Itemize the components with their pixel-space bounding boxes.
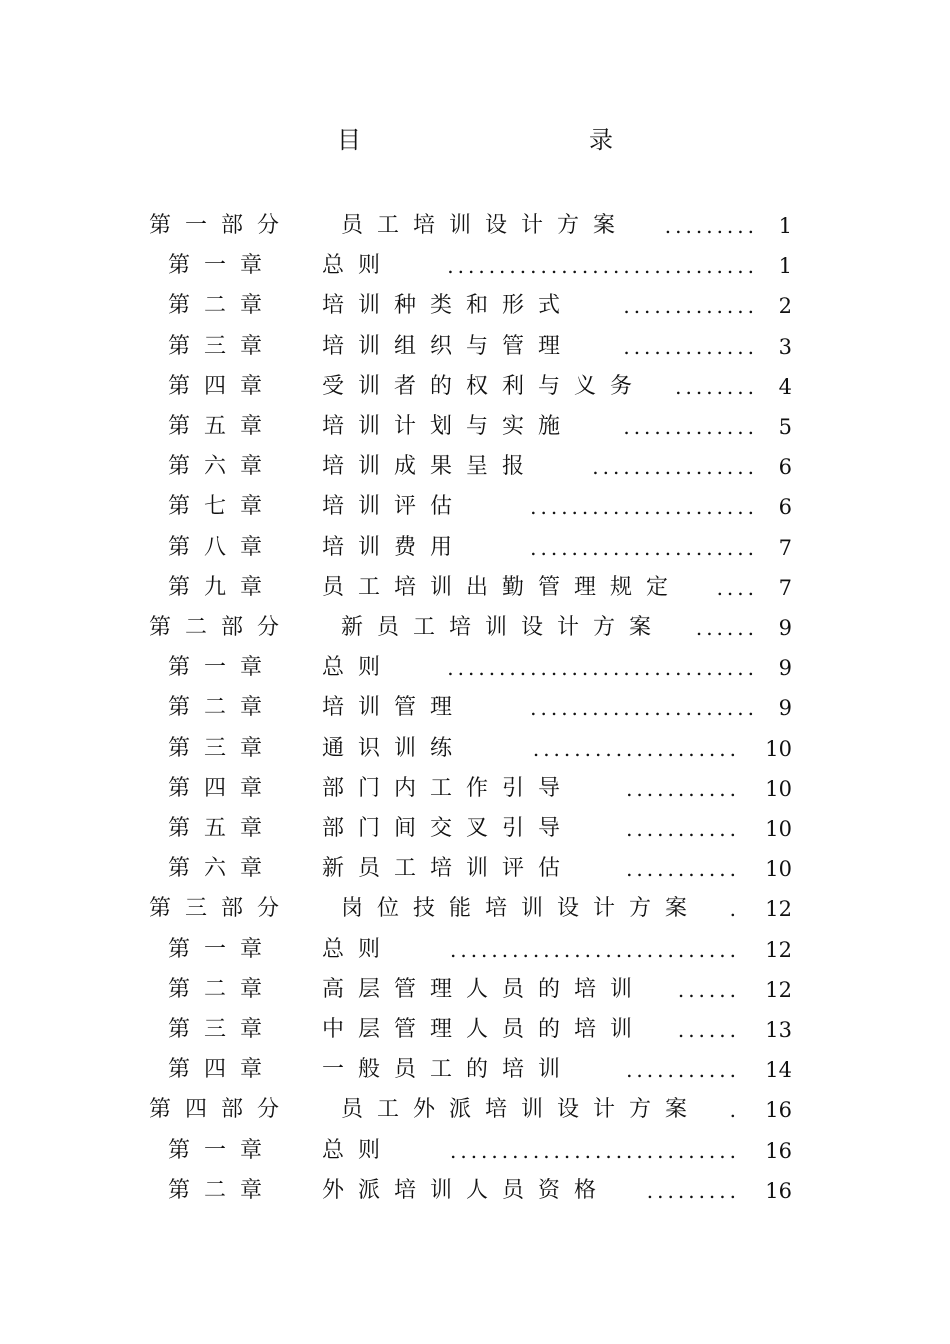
toc-entry-label: 第一章	[168, 936, 277, 962]
toc-entry-title: 培训组织与管理	[322, 333, 575, 359]
toc-entry-title: 通识训练	[322, 735, 467, 761]
toc-entry-label: 第五章	[168, 816, 277, 841]
toc-entry-label: 第四章	[168, 775, 277, 801]
toc-part-entry[interactable]	[0, 206, 950, 246]
toc-entry-label: 第三章	[168, 735, 277, 761]
toc-entry-label: 第一章	[168, 1137, 277, 1163]
toc-page-number: 5	[778, 415, 792, 439]
toc-dot-leader: .........	[646, 1178, 740, 1203]
toc-dot-leader: .............	[623, 415, 758, 439]
toc-page-number: 10	[765, 817, 792, 841]
toc-chapter-entry[interactable]	[0, 648, 950, 688]
toc-chapter-entry[interactable]	[0, 1131, 950, 1171]
toc-chapter-entry[interactable]	[0, 447, 950, 487]
toc-entry-label: 第二部分	[149, 615, 294, 640]
toc-entry-label: 第二章	[168, 1177, 277, 1203]
toc-entry-title: 培训计划与实施	[322, 414, 575, 439]
toc-entry-label: 第五章	[168, 414, 277, 439]
toc-page-number: 16	[765, 1178, 792, 1203]
toc-dot-leader: .............	[623, 334, 758, 359]
toc-part-entry[interactable]	[0, 608, 950, 648]
toc-entry-title: 培训管理	[322, 695, 467, 721]
toc-entry-title: 培训评估	[322, 494, 467, 520]
toc-dot-leader: ......	[677, 977, 740, 1002]
toc-part-entry[interactable]	[0, 1090, 950, 1130]
toc-dot-leader: ...........	[626, 776, 740, 801]
toc-chapter-entry[interactable]	[0, 769, 950, 809]
toc-dot-leader: .	[729, 1098, 740, 1123]
toc-dot-leader: ................	[592, 455, 758, 480]
toc-dot-leader: ...........	[626, 857, 740, 882]
toc-dot-leader: .	[729, 897, 740, 922]
toc-page-number: 7	[778, 575, 792, 600]
toc-chapter-entry[interactable]	[0, 729, 950, 769]
toc-entry-title: 部门内工作引导	[322, 775, 575, 801]
toc-chapter-entry[interactable]	[0, 568, 950, 608]
toc-chapter-entry[interactable]	[0, 367, 950, 407]
toc-chapter-entry[interactable]	[0, 528, 950, 568]
toc-entry-title: 员工外派培训设计方案	[341, 1097, 702, 1123]
toc-entry-title: 培训费用	[322, 534, 467, 560]
toc-entry-label: 第一章	[168, 655, 277, 681]
toc-entry-title: 总则	[322, 655, 395, 681]
toc-dot-leader: ............................	[449, 937, 740, 962]
toc-dot-leader: ........	[675, 374, 758, 399]
toc-dot-leader: ......	[695, 616, 758, 640]
toc-page-number: 9	[778, 696, 792, 721]
toc-title: 目 录	[337, 126, 673, 154]
toc-page-number: 3	[778, 334, 792, 359]
toc-entry-title: 员工培训设计方案	[341, 213, 630, 238]
toc-chapter-entry[interactable]	[0, 246, 950, 286]
toc-entry-title: 岗位技能培训设计方案	[341, 896, 702, 922]
toc-entry-title: 新员工培训设计方案	[341, 615, 666, 640]
toc-entry-title: 总则	[322, 936, 395, 962]
toc-chapter-entry[interactable]	[0, 327, 950, 367]
toc-dot-leader: .........	[664, 214, 758, 238]
toc-entry-label: 第一部分	[149, 213, 294, 238]
toc-entry-label: 第三章	[168, 1017, 277, 1042]
toc-page-number: 1	[778, 254, 792, 279]
toc-dot-leader: ......................	[530, 495, 758, 520]
toc-entry-title: 高层管理人员的培训	[322, 976, 647, 1002]
toc-page-number: 12	[765, 897, 792, 922]
toc-page-number: 14	[765, 1058, 792, 1083]
toc-chapter-entry[interactable]	[0, 1010, 950, 1050]
toc-part-entry[interactable]	[0, 889, 950, 929]
toc-entry-label: 第八章	[168, 534, 277, 560]
toc-chapter-entry[interactable]	[0, 1171, 950, 1211]
toc-chapter-entry[interactable]	[0, 809, 950, 849]
toc-dot-leader: .............	[623, 294, 758, 319]
toc-dot-leader: ..............................	[447, 656, 758, 681]
toc-entry-label: 第六章	[168, 454, 277, 480]
toc-entry-title: 总则	[322, 253, 395, 279]
toc-entry-title: 培训种类和形式	[322, 293, 575, 319]
toc-entry-title: 受训者的权利与义务	[322, 373, 647, 399]
toc-page-number: 16	[765, 1098, 792, 1123]
toc-entry-label: 第四部分	[149, 1097, 294, 1123]
toc-page-number: 4	[778, 374, 792, 399]
toc-dot-leader: ......................	[530, 535, 758, 560]
toc-entry-title: 一般员工的培训	[322, 1057, 575, 1083]
toc-page-number: 6	[778, 455, 792, 480]
toc-entry-title: 员工培训出勤管理规定	[322, 574, 683, 600]
toc-entry-label: 第三章	[168, 333, 277, 359]
toc-dot-leader: ..............................	[447, 254, 758, 279]
toc-page-number: 16	[765, 1138, 792, 1163]
toc-chapter-entry[interactable]	[0, 849, 950, 889]
toc-page-number: 9	[778, 616, 792, 640]
toc-page-number: 2	[778, 294, 792, 319]
toc-entry-title: 部门间交叉引导	[322, 816, 575, 841]
toc-dot-leader: ...........	[626, 1058, 740, 1083]
toc-chapter-entry[interactable]	[0, 487, 950, 527]
toc-page-number: 10	[765, 776, 792, 801]
toc-page-number: 12	[765, 977, 792, 1002]
toc-chapter-entry[interactable]	[0, 688, 950, 728]
toc-entry-label: 第二章	[168, 695, 277, 721]
toc-page-number: 7	[778, 535, 792, 560]
toc-entry-title: 总则	[322, 1137, 395, 1163]
toc-entry-label: 第七章	[168, 494, 277, 520]
toc-dot-leader: ...........	[626, 817, 740, 841]
toc-dot-leader: ......................	[530, 696, 758, 721]
toc-dot-leader: ......	[677, 1018, 740, 1042]
toc-entry-label: 第四章	[168, 373, 277, 399]
toc-entry-title: 中层管理人员的培训	[322, 1017, 647, 1042]
toc-page-number: 6	[778, 495, 792, 520]
toc-page-number: 10	[765, 736, 792, 761]
toc-entry-title: 外派培训人员资格	[322, 1177, 611, 1203]
toc-entry-label: 第九章	[168, 574, 277, 600]
toc-chapter-entry[interactable]	[0, 970, 950, 1010]
toc-dot-leader: ............................	[449, 1138, 740, 1163]
toc-page-number: 12	[765, 937, 792, 962]
toc-entry-label: 第二章	[168, 976, 277, 1002]
toc-page-number: 13	[765, 1018, 792, 1042]
toc-entry-label: 第三部分	[149, 896, 294, 922]
toc-entry-label: 第四章	[168, 1057, 277, 1083]
toc-page-number: 1	[778, 214, 792, 238]
toc-chapter-entry[interactable]	[0, 1050, 950, 1090]
toc-entry-title: 新员工培训评估	[322, 856, 575, 882]
toc-chapter-entry[interactable]	[0, 407, 950, 447]
toc-chapter-entry[interactable]	[0, 930, 950, 970]
toc-entry-label: 第一章	[168, 253, 277, 279]
toc-entry-label: 第二章	[168, 293, 277, 319]
toc-chapter-entry[interactable]	[0, 286, 950, 326]
toc-entry-title: 培训成果呈报	[322, 454, 539, 480]
toc-page-number: 10	[765, 857, 792, 882]
toc-dot-leader: ....................	[532, 736, 740, 761]
toc-page-number: 9	[778, 656, 792, 681]
toc-entry-label: 第六章	[168, 856, 277, 882]
toc-dot-leader: ....	[716, 575, 758, 600]
